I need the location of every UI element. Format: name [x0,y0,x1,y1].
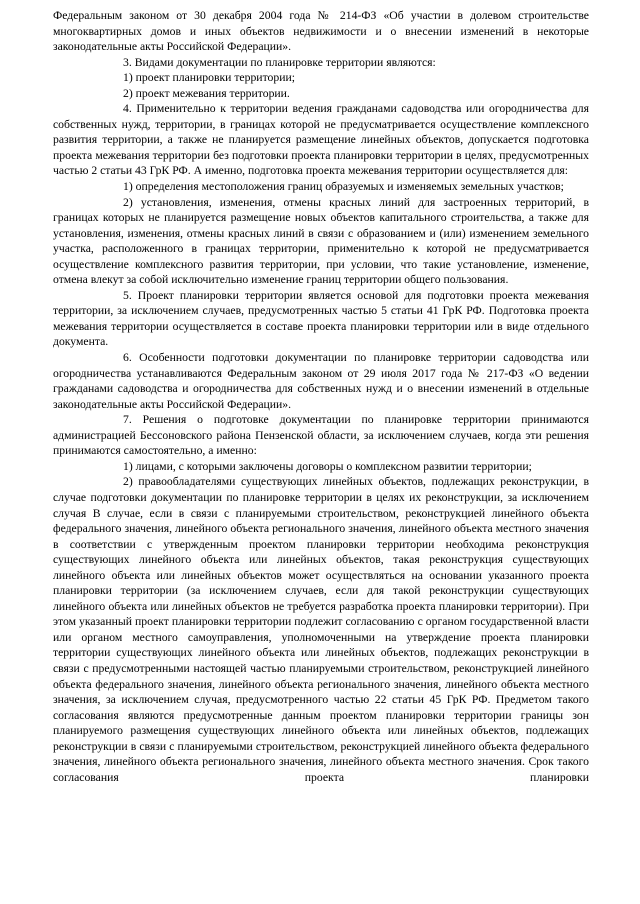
paragraph: 1) лицами, с которыми заключены договоры о комплексном развитии территории; [123,459,532,473]
paragraph: 7. Решения о подготовке документации по планировке территории принимаются администрацией Бессоновского района Пензенской области, за исключением случаев, когда эти решения принимаются самостоятельно, а именно: [53,413,589,458]
paragraph: 2) установления, изменения, отмены красных линий для застроенных территорий, в границах которых не планируется размещение новых объектов капитального строительства, а также для установления, изменения, отмены красных линий в связи с образованием и (или) изменением земельного участка, расположенного в границах территории, применительно к которой не предусматривается осуществление комплексного развития территории, при условии, что такие установление, изменение, отмена влекут за собой исключительно изменение границ территории общего пользования. [53,195,589,287]
paragraph: 2) проект межевания территории. [123,86,290,100]
paragraph: 2) правообладателями существующих линейных объектов, подлежащих реконструкции, в случае подготовки документации по планировке территории в целях их реконструкции, за исключением случая В случае, если в связи с планируемыми строительством, реконструкцией линейного объекта федерального значения, линейного объекта регионального значения, линейного объекта местного значения в соответствии с утвержденным проектом планировки территории необходима реконструкция существующих линейного объекта или линейных объектов, такая реконструкция существующих линейного объекта или линейных объектов может осуществляться на основании указанного проекта планировки территории (за исключением случаев, если для такой реконструкции существующих линейного объекта или линейных объектов не требуется разработка проекта планировки территории). При этом указанный проект планировки территории подлежит согласованию с органом государственной власти или органом местного самоуправления, уполномоченными на утверждение проекта планировки территории существующих линейного объекта или линейных объектов, подлежащих реконструкции в связи с предусмотренными настоящей частью планируемыми строительством, реконструкцией линейного объекта федерального значения, линейного объекта регионального значения, линейного объекта местного значения, за исключением случая, предусмотренного частью 22 статьи 45 ГрК РФ. Предметом такого согласования являются предусмотренные данным проектом планировки территории границы зон планируемого размещения существующих линейного объекта или линейных объектов, подлежащих реконструкции в связи с планируемыми строительством, реконструкцией линейного объекта федерального значения, линейного объекта регионального значения, линейного объекта местного значения. Срок такого согласования проекта планировки [53,475,589,784]
paragraph: 6. Особенности подготовки документации по планировке территории садоводства или огородничества устанавливаются Федеральным законом от 29 июля 2017 года № 217-ФЗ «О ведении гражданами садоводства и огородничества для собственных нужд и о внесении изменений в отдельные законодательные акты Российской Федерации». [53,351,589,411]
paragraph: 3. Видами документации по планировке территории являются: [123,55,436,69]
paragraph: 4. Применительно к территории ведения гражданами садоводства или огородничества для собственных нужд, территории, в границах которой не предусматривается осуществление комплексного развития территории, а также не планируется размещение линейных объектов, допускается подготовка проекта межевания территории без подготовки проекта планировки территории в целях, предусмотренных частью 2 статьи 43 ГрК РФ. А именно, подготовка проекта межевания территории осуществляется для: [53,102,589,178]
paragraph: Федеральным законом от 30 декабря 2004 года № 214-ФЗ «Об участии в долевом строительстве многоквартирных домов и иных объектов недвижимости и о внесении изменений в некоторые законодательные акты Российской Федерации». [53,9,589,54]
paragraph: 1) определения местоположения границ образуемых и изменяемых земельных участков; [123,180,564,194]
paragraph: 5. Проект планировки территории является основой для подготовки проекта межевания территории, за исключением случаев, предусмотренных частью 5 статьи 41 ГрК РФ. Подготовка проекта межевания территории осуществляется в составе проекта планировки территории или в виде отдельного документа. [53,288,589,349]
paragraph: 1) проект планировки территории; [123,71,295,85]
